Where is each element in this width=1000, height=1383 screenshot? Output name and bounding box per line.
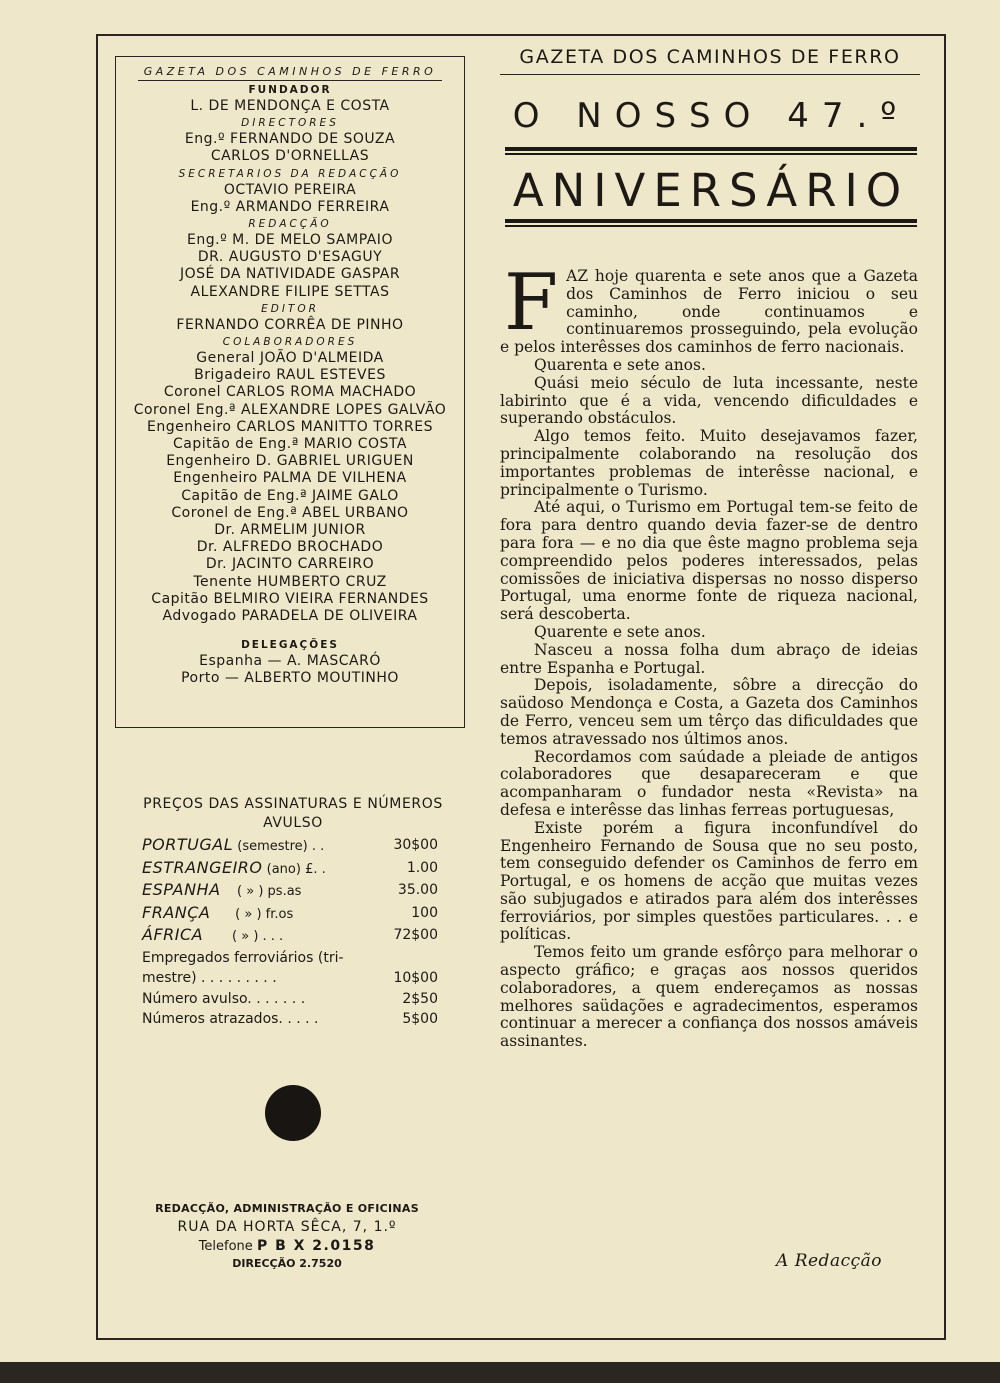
prices-title: PREÇOS DAS ASSINATURAS E NÚMEROS (143, 796, 443, 812)
colaborador-name: Engenheiro PALMA DE VILHENA (173, 470, 407, 487)
fundador-label: FUNDADOR (248, 84, 332, 96)
page-bottom-edge (0, 1362, 1000, 1383)
article-paragraph: Quarenta e sete anos. (534, 355, 706, 374)
price-period: (ano) £. . (262, 861, 326, 877)
delegacao-entry: Porto — ALBERTO MOUTINHO (181, 670, 399, 687)
secretario-name: OCTAVIO PEREIRA (223, 181, 357, 198)
price-value: 100 (411, 904, 438, 921)
article-paragraph: Algo temos feito. Muito desejavamos fazer, principalmente colaborando na resolução dos importantes problemas de interêsse nacional, e principalmente o Turismo. (500, 427, 918, 499)
editor-name: FERNANDO CORRÊA DE PINHO (176, 316, 404, 333)
prices-title-line2: AVULSO (263, 815, 323, 831)
redaccao-label: REDACÇÃO (248, 218, 332, 231)
colaborador-name: Capitão BELMIRO VIEIRA FERNANDES (151, 590, 429, 607)
colaborador-name: Dr. JACINTO CARREIRO (205, 556, 375, 573)
redaccao-name: DR. AUGUSTO D'ESAGUY (197, 249, 383, 266)
colaborador-name: Brigadeiro RAUL ESTEVES (194, 367, 386, 384)
price-row (118, 858, 468, 881)
article-paragraph (500, 258, 918, 357)
article-paragraph: Quarente e sete anos. (534, 622, 706, 641)
article-paragraph: Nasceu a nossa folha dum abraço de ideias entre Espanha e Portugal. (500, 640, 918, 677)
headline-line-1: O NOSSO 47.º (512, 96, 910, 136)
colaborador-name: Dr. ARMELIM JUNIOR (214, 522, 366, 539)
article-text: AZ hoje quarenta e sete anos que a Gazeta dos Caminhos de Ferro iniciou o seu caminho, onde continuamos e continuaremos prosseguindo, pela evolução e pelos interêsses dos caminhos de ferro nacionais. (500, 267, 918, 357)
editor-label: EDITOR (261, 302, 319, 315)
fundador-name: L. DE MENDONÇA E COSTA (190, 98, 390, 114)
price-row (118, 1009, 468, 1030)
headline-rule-thin (505, 153, 917, 155)
masthead-box (115, 56, 465, 728)
phone-number: P B X 2.0158 (256, 1238, 376, 1254)
phone-line (128, 1237, 446, 1256)
avulso-label: Número avulso. . . . . . . (142, 990, 306, 1007)
price-value: 1.00 (406, 859, 438, 876)
article-signature: A Redacção (776, 1251, 882, 1271)
redaccao-name: JOSÉ DA NATIVIDADE GASPAR (179, 266, 401, 283)
drop-cap: F (504, 258, 559, 348)
directores-label: DIRECTORES (241, 117, 339, 130)
price-region: ESPANHA (142, 880, 221, 899)
price-value: 72$00 (393, 927, 438, 943)
headline-rule (505, 219, 917, 223)
price-row (118, 903, 468, 926)
colaborador-name: Capitão de Eng.ª MARIO COSTA (173, 436, 407, 453)
atrazados-label: Números atrazados. . . . . (142, 1011, 319, 1027)
colaborador-name: Advogado PARADELA DE OLIVEIRA (162, 608, 418, 625)
secretario-name: Eng.º ARMANDO FERREIRA (190, 198, 390, 215)
price-period: ( » ) ps.as (220, 884, 302, 899)
colaborador-name: Coronel Eng.ª ALEXANDRE LOPES GALVÃO (133, 401, 447, 418)
delegacoes-label: DELEGAÇÕES (241, 639, 339, 652)
empregados-label-cont: mestre) . . . . . . . . . (142, 970, 277, 986)
headline-rule-thin (505, 225, 917, 227)
price-value: 10$00 (393, 970, 438, 986)
address-line-1: REDACÇÃO, ADMINISTRAÇÃO E OFICINAS (155, 1202, 419, 1215)
ink-dot-mark (265, 1085, 321, 1141)
delegacao-entry: Espanha — A. MASCARÓ (199, 653, 381, 670)
price-row (118, 925, 468, 948)
colaborador-name: Engenheiro D. GABRIEL URIGUEN (166, 453, 414, 470)
price-row (118, 880, 468, 903)
price-region: FRANÇA (142, 902, 211, 922)
price-value: 5$00 (402, 1011, 438, 1027)
article-paragraph: Recordamos com saúdade a pleiade de antigos colaboradores que desapareceram e que acompanharam o fundador nesta «Revista» na defesa e interêsse das linhas ferreas portuguesas, (500, 747, 918, 819)
price-period: ( » ) fr.os (210, 906, 294, 922)
colaborador-name: Coronel de Eng.ª ABEL URBANO (171, 504, 409, 521)
publication-title: GAZETA DOS CAMINHOS DE FERRO (500, 46, 920, 75)
price-region: PORTUGAL (142, 835, 234, 854)
direccao-line: DIRECÇÃO 2.7520 (232, 1257, 342, 1270)
address-block (128, 1200, 446, 1272)
colaborador-name: Dr. ALFREDO BROCHADO (196, 539, 384, 556)
empregados-label: Empregados ferroviários (tri- (142, 949, 344, 966)
price-region: ESTRANGEIRO (142, 857, 263, 877)
director-name: Eng.º FERNANDO DE SOUZA (184, 131, 396, 148)
price-period: (semestre) . . (233, 839, 325, 854)
phone-label: Telefone (198, 1239, 253, 1254)
article-body (500, 258, 918, 1051)
subscription-prices (118, 795, 468, 1030)
headline-rule (505, 147, 917, 151)
price-region: ÁFRICA (142, 925, 204, 944)
colaboradores-label: COLABORADORES (222, 336, 358, 349)
article-paragraph: Quási meio século de luta incessante, neste labirinto que é a vida, vencendo dificuldades e superando obstáculos. (500, 373, 918, 428)
price-value: 35.00 (397, 882, 438, 898)
colaborador-name: Capitão de Eng.ª JAIME GALO (181, 487, 399, 504)
price-value: 2$50 (402, 990, 438, 1007)
director-name: CARLOS D'ORNELLAS (210, 148, 370, 165)
article-paragraph: Temos feito um grande esfôrço para melhorar o aspecto gráfico; e graças aos nossos queridos colaboradores, a quem endereçamos as nossas melhores saüdações e agradecimentos, esperamos continuar a merecer a confiança dos nossos amáveis assinantes. (500, 943, 918, 1051)
price-row (118, 835, 468, 858)
masthead-title: GAZETA DOS CAMINHOS DE FERRO (138, 65, 442, 81)
price-row (118, 989, 468, 1010)
colaborador-name: Coronel CARLOS ROMA MACHADO (163, 384, 417, 401)
colaborador-name: Engenheiro CARLOS MANITTO TORRES (146, 418, 433, 435)
article-paragraph: Depois, isoladamente, sôbre a direcção do saüdoso Mendonça e Costa, a Gazeta dos Caminhos de Ferro, venceu sem um têrço das dificuldades que temos atravessado nos últimos anos. (500, 676, 918, 748)
price-row (118, 968, 468, 989)
article-paragraph: Existe porém a figura inconfundível do Engenheiro Fernando de Sousa que no seu posto, tem conseguido defender os Caminhos de ferro em Portugal, e os homens de acção que muitas vezes são subjugados e atirados para além dos interêsses ferroviários, por simples questões particulares. . . e políticas. (500, 818, 918, 944)
redaccao-name: ALEXANDRE FILIPE SETTAS (190, 283, 390, 300)
price-value: 30$00 (393, 837, 438, 853)
colaborador-name: General JOÃO D'ALMEIDA (196, 350, 384, 367)
secretarios-label: SECRETARIOS DA REDACÇÃO (178, 167, 402, 180)
redaccao-name: Eng.º M. DE MELO SAMPAIO (187, 232, 393, 249)
article-paragraph: Até aqui, o Turismo em Portugal tem-se feito de fora para dentro quando devia fazer-se de dentro para fora — e no dia que êste magno problema seja compreendido pelos poderes interessados, pelas comissões de iniciativa dispersas no nosso disperso Portugal, uma enorme fonte de riqueza nacional, será descoberta. (500, 498, 918, 624)
price-period: ( » ) . . . (203, 929, 284, 944)
colaborador-name: Tenente HUMBERTO CRUZ (193, 573, 387, 590)
headline-line-2: ANIVERSÁRIO (512, 164, 910, 217)
address-line-2: RUA DA HORTA SÊCA, 7, 1.º (177, 1219, 397, 1235)
